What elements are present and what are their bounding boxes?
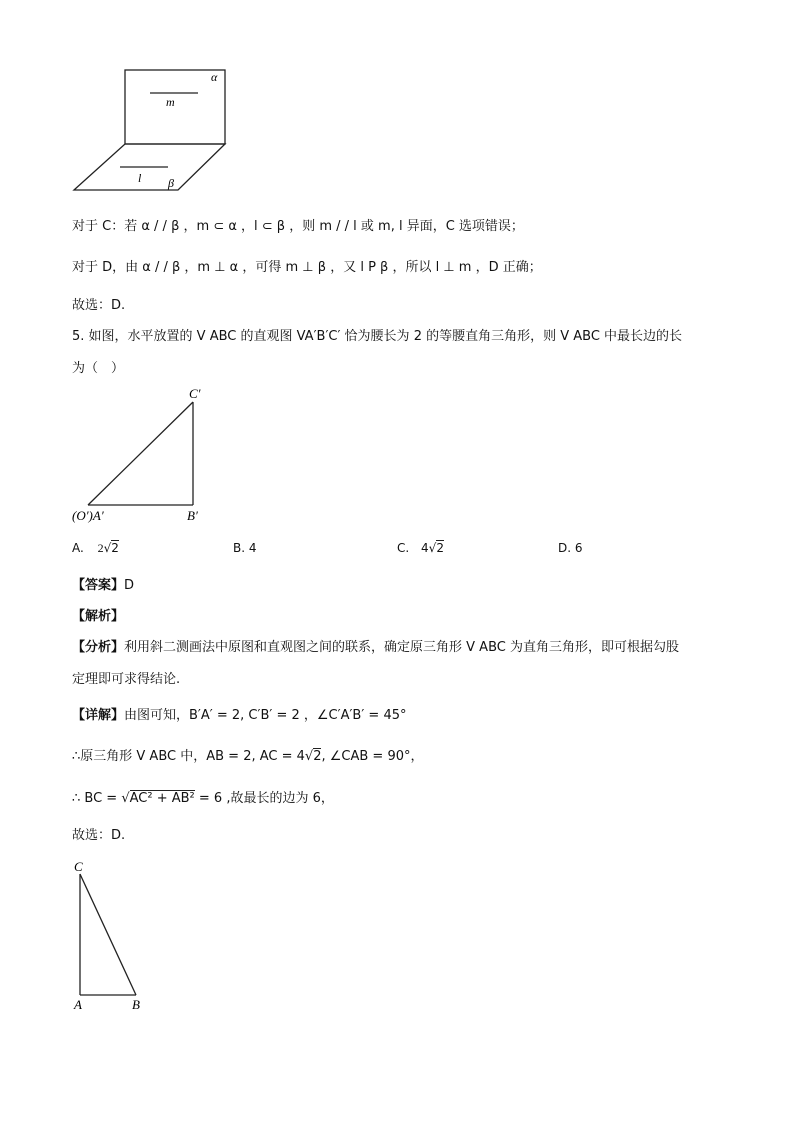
option-a-letter: A. xyxy=(72,541,84,555)
label-l: l xyxy=(138,171,142,185)
answer-tag: 【答案】 xyxy=(72,578,125,593)
sqrt-icon: √ xyxy=(428,541,437,555)
option-a xyxy=(72,542,119,554)
option-a-radicand: 2 xyxy=(111,541,119,555)
edge-a-c xyxy=(88,402,193,505)
fenxi-line2: 定理即可求得结论. xyxy=(72,672,181,687)
detail-line3 xyxy=(72,792,334,805)
option-d: D. 6 xyxy=(558,541,583,555)
label-c-prime: C′ xyxy=(189,386,201,401)
fenxi-text1: 利用斜二测画法中原图和直观图之间的联系，确定原三角形 V ABC 为直角三角形，即可根据勾股 xyxy=(124,640,679,655)
detail-text1: 由图可知，B′A′ = 2, C′B′ = 2 ，∠C′A′B′ = 45° xyxy=(124,708,407,723)
option-c-radicand: 2 xyxy=(436,541,444,555)
detail-choice: 故选：D. xyxy=(72,828,126,843)
question-5-line1: 5. 如图，水平放置的 V ABC 的直观图 VA′B′C′ 恰为腰长为 2 的等腰直角三角形，则 V ABC 中最长边的长 xyxy=(72,329,683,344)
item-c-text: 对于 C：若 α / / β ，m ⊂ α ，l ⊂ β ，则 m / / l 或 m, l 异面，C 选项错误； xyxy=(72,219,524,234)
planes-figure xyxy=(70,66,240,196)
detail-line2 xyxy=(72,750,424,763)
prev-choice-text: 故选：D. xyxy=(72,298,126,313)
intuitive-view-figure xyxy=(70,384,220,526)
detail-radicand2: 2 xyxy=(313,749,322,764)
answer-line xyxy=(72,579,134,592)
option-c-letter: C. xyxy=(397,541,410,555)
detail-text2a: ∴原三角形 V ABC 中，AB = 2, AC = 4 xyxy=(72,749,305,764)
edge-c-b xyxy=(80,874,136,995)
detail-radicand3: AC² + AB² xyxy=(129,791,195,806)
label-b-prime: B′ xyxy=(187,508,198,523)
fenxi-line1 xyxy=(72,641,679,654)
original-triangle-figure xyxy=(70,856,160,1016)
option-c xyxy=(397,542,444,554)
label-m: m xyxy=(166,95,175,109)
option-a-coef: 2 xyxy=(97,541,104,555)
label-alpha: α xyxy=(211,70,218,84)
detail-text2b: , ∠CAB = 90°， xyxy=(321,749,424,764)
sqrt-icon: √ xyxy=(103,541,112,555)
detail-line1 xyxy=(72,709,406,722)
detail-tag: 【详解】 xyxy=(72,708,125,723)
sqrt-icon: √ xyxy=(121,791,130,806)
label-a: A xyxy=(74,997,82,1012)
detail-text3a: ∴ BC = xyxy=(72,791,122,806)
answer-value: D xyxy=(124,578,135,593)
label-o-a-prime: (O′)A′ xyxy=(72,508,104,523)
label-b: B xyxy=(132,997,140,1012)
item-d-text: 对于 D，由 α / / β ，m ⊥ α ，可得 m ⊥ β ，又 l P β ，所以 l ⊥ m ，D 正确； xyxy=(72,260,542,275)
analysis-tag: 【解析】 xyxy=(72,609,125,624)
detail-text3b: = 6 ,故最长的边为 6， xyxy=(194,791,334,806)
option-b: B. 4 xyxy=(233,541,257,555)
label-beta: β xyxy=(168,176,174,190)
fenxi-tag: 【分析】 xyxy=(72,640,125,655)
plane-alpha-shape xyxy=(125,70,225,144)
question-5-line2: 为（ ） xyxy=(72,361,125,376)
label-c: C xyxy=(74,859,83,874)
option-c-coef: 4 xyxy=(421,541,429,555)
sqrt-icon: √ xyxy=(304,749,314,764)
